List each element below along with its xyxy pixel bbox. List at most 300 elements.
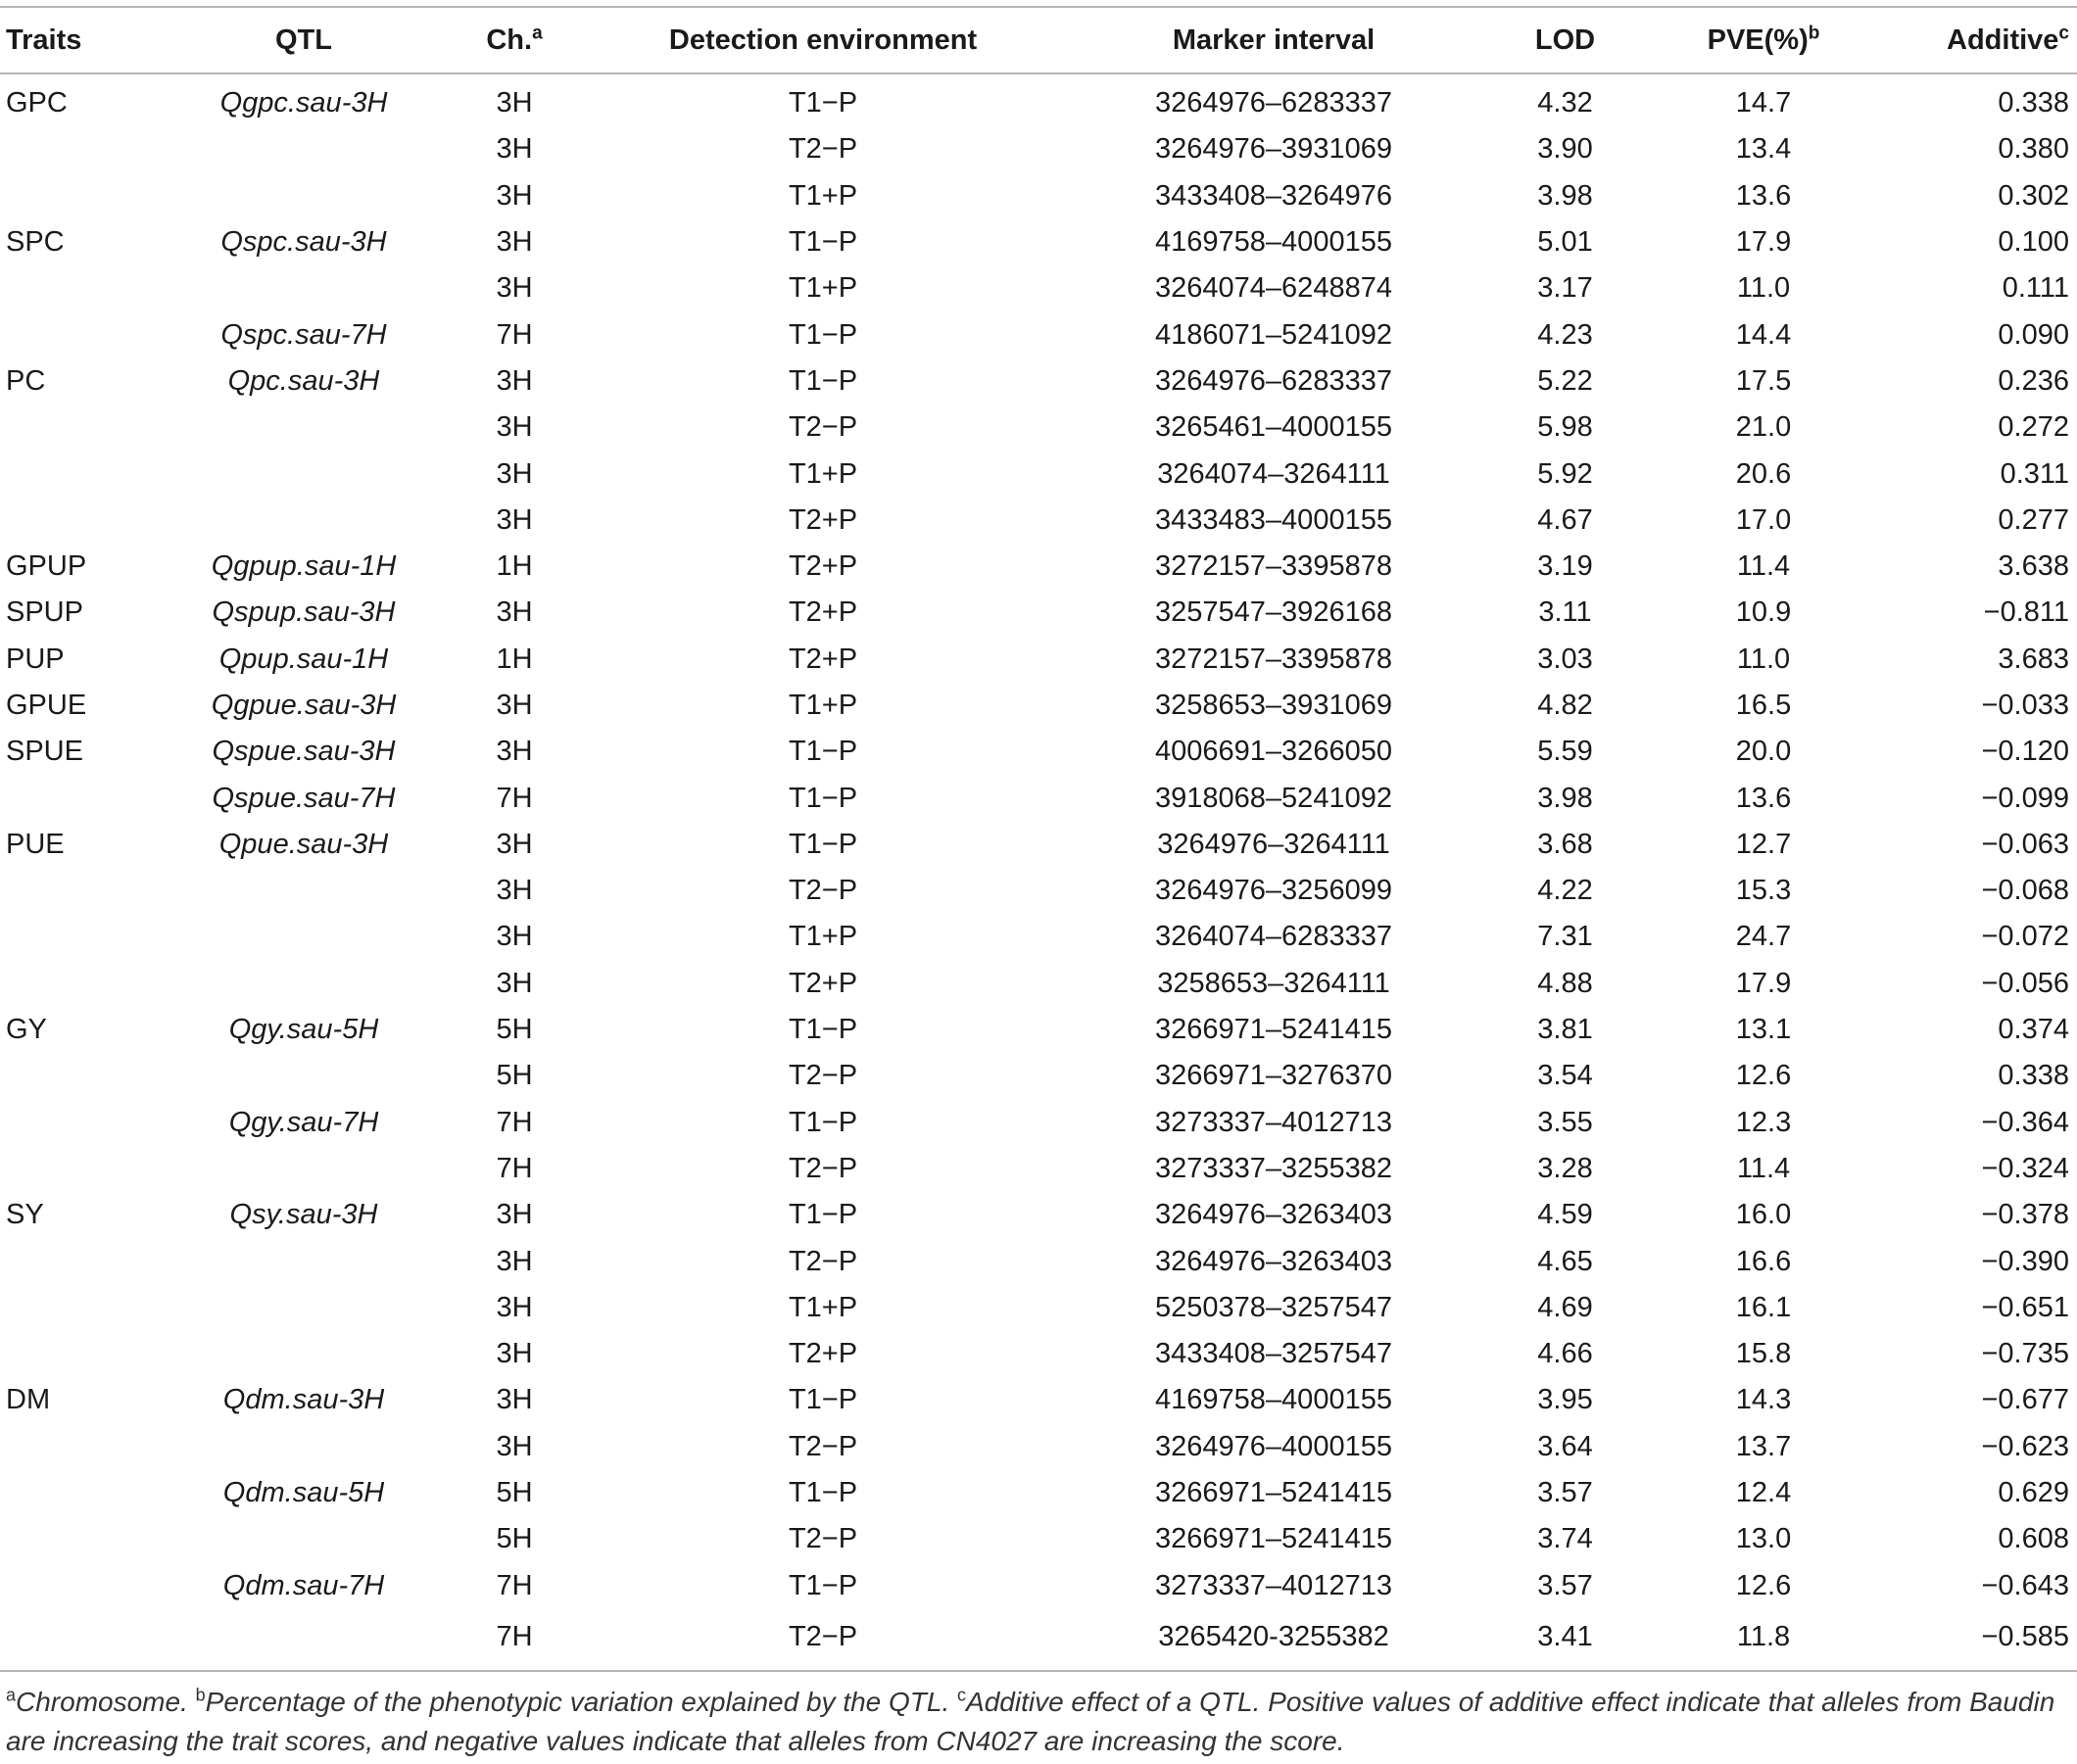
cell-pve: 14.4: [1735, 318, 1792, 351]
cell-trait: [0, 1053, 157, 1099]
cell-chromosome: 5H: [496, 1060, 533, 1092]
cell-lod: 5.98: [1537, 411, 1593, 444]
cell-pve: 20.0: [1735, 736, 1792, 768]
table-row: [0, 544, 2077, 590]
cell-environment: T2+P: [788, 643, 858, 675]
cell-chromosome: 3H: [496, 226, 533, 259]
cell-trait: [0, 1285, 157, 1331]
cell-additive: 0.338: [1998, 87, 2069, 119]
cell-pve: 13.6: [1735, 782, 1792, 814]
cell-environment: T1+P: [788, 179, 858, 212]
cell-trait: SPUP: [6, 596, 83, 629]
table-row: [0, 1609, 2077, 1671]
cell-pve: 12.7: [1735, 828, 1792, 860]
cell-chromosome: 7H: [496, 318, 533, 351]
table-row: [0, 405, 2077, 451]
cell-lod: 3.64: [1537, 1430, 1593, 1462]
cell-qtl: Qpc.sau-3H: [227, 364, 380, 397]
cell-marker-interval: 3433408–3264976: [1155, 179, 1392, 212]
cell-marker-interval: 3264976–3264111: [1157, 828, 1390, 860]
cell-trait: [0, 1609, 157, 1671]
cell-lod: 3.57: [1537, 1477, 1593, 1509]
cell-chromosome: 3H: [496, 364, 533, 397]
cell-qtl: Qdm.sau-3H: [222, 1384, 385, 1416]
cell-additive: 0.311: [2000, 457, 2069, 490]
footnote-c-mark: c: [957, 1685, 967, 1705]
cell-pve: 11.8: [1651, 1609, 1876, 1671]
table-row: [0, 868, 2077, 914]
cell-pve: 11.4: [1736, 550, 1791, 583]
cell-trait: SPC: [6, 226, 65, 259]
footnote-mark-c: c: [2058, 22, 2069, 43]
cell-lod: 4.59: [1537, 1199, 1593, 1231]
cell-lod: 3.74: [1537, 1523, 1593, 1555]
cell-qtl: [157, 1609, 451, 1671]
cell-marker-interval: 3264976–4000155: [1155, 1430, 1392, 1462]
cell-additive: 0.236: [1998, 364, 2069, 397]
cell-additive: −0.099: [1981, 782, 2069, 814]
cell-marker-interval: 3266971–3276370: [1155, 1060, 1392, 1092]
cell-trait: [0, 1146, 157, 1192]
cell-qtl: Qspc.sau-7H: [220, 318, 387, 351]
cell-environment: T2+P: [788, 550, 858, 583]
cell-chromosome: 3H: [496, 1245, 533, 1277]
cell-lod: 4.82: [1537, 690, 1593, 721]
cell-additive: −0.063: [1981, 828, 2069, 860]
cell-lod: 3.57: [1537, 1569, 1593, 1601]
cell-marker-interval: 3264976–3263403: [1155, 1245, 1392, 1277]
cell-lod: 3.28: [1537, 1152, 1593, 1184]
cell-environment: T1−P: [788, 1199, 858, 1231]
cell-additive: −0.811: [1983, 596, 2069, 629]
table-row: [0, 498, 2077, 544]
cell-marker-interval: 3266971–5241415: [1155, 1014, 1392, 1046]
cell-lod: 3.19: [1537, 550, 1593, 583]
cell-qtl: [157, 126, 451, 172]
cell-chromosome: 3H: [496, 87, 533, 119]
cell-chromosome: 3H: [496, 503, 533, 536]
cell-trait: SY: [6, 1199, 44, 1231]
table-row: [0, 311, 2077, 358]
cell-lod: 7.31: [1537, 921, 1593, 953]
cell-additive: 0.272: [1998, 411, 2069, 444]
cell-chromosome: 3H: [496, 179, 533, 212]
cell-environment: T2−P: [788, 1060, 858, 1092]
cell-additive: −0.643: [1981, 1569, 2069, 1601]
table-row: [0, 961, 2077, 1007]
footnote-b-mark: b: [195, 1685, 206, 1705]
cell-lod: 3.95: [1537, 1384, 1593, 1416]
cell-environment: T2+P: [788, 967, 858, 999]
cell-marker-interval: 3265461–4000155: [1155, 411, 1392, 444]
cell-chromosome: 5H: [496, 1014, 533, 1046]
cell-additive: 0.608: [1998, 1523, 2069, 1555]
header-lod: LOD: [1479, 7, 1651, 73]
cell-chromosome: 3H: [496, 736, 533, 768]
cell-additive: −0.120: [1981, 736, 2069, 768]
cell-environment: T1−P: [788, 1477, 858, 1509]
cell-environment: T1−P: [788, 318, 858, 351]
cell-lod: 4.69: [1537, 1291, 1593, 1323]
cell-environment: T1+P: [788, 272, 858, 305]
cell-lod: 3.98: [1537, 782, 1593, 814]
cell-pve: 15.3: [1735, 875, 1792, 907]
cell-lod: 4.65: [1537, 1245, 1593, 1277]
table-row: [0, 1192, 2077, 1238]
table-row: [0, 1285, 2077, 1331]
cell-pve: 13.1: [1735, 1014, 1792, 1046]
cell-chromosome: 3H: [496, 828, 533, 860]
cell-marker-interval: 3918068–5241092: [1155, 782, 1392, 814]
cell-trait: [0, 1424, 157, 1470]
table-row: [0, 126, 2077, 172]
cell-trait: PUP: [6, 643, 65, 675]
cell-marker-interval: 5250378–3257547: [1155, 1291, 1392, 1323]
cell-chromosome: 3H: [496, 411, 533, 444]
table-row: [0, 1238, 2077, 1284]
cell-additive: −0.677: [1981, 1384, 2069, 1416]
cell-pve: 12.4: [1735, 1477, 1792, 1509]
cell-qtl: [157, 173, 451, 219]
cell-pve: 21.0: [1735, 411, 1792, 444]
cell-marker-interval: 3258653–3931069: [1155, 690, 1392, 721]
cell-trait: [0, 498, 157, 544]
cell-lod: 3.11: [1538, 596, 1592, 629]
cell-trait: [0, 451, 157, 497]
table-row: [0, 1470, 2077, 1516]
cell-environment: T1−P: [788, 782, 858, 814]
cell-marker-interval: 3264074–3264111: [1157, 457, 1390, 490]
cell-lod: 3.54: [1537, 1060, 1593, 1092]
cell-pve: 11.0: [1736, 643, 1791, 675]
header-row: [0, 7, 2077, 73]
cell-chromosome: 3H: [496, 1338, 533, 1370]
cell-additive: 0.338: [1998, 1060, 2069, 1092]
footnote-b-text: Percentage of the phenotypic variation explained by the QTL.: [205, 1687, 958, 1717]
cell-additive: −0.068: [1981, 875, 2069, 907]
cell-additive: 3.638: [1998, 550, 2069, 583]
cell-pve: 10.9: [1735, 596, 1792, 629]
cell-qtl: Qspue.sau-7H: [212, 782, 396, 814]
cell-environment: T2−P: [788, 1245, 858, 1277]
table-row: [0, 1377, 2077, 1423]
cell-qtl: Qpup.sau-1H: [218, 643, 389, 675]
table-row: [0, 1100, 2077, 1146]
cell-marker-interval: 3272157–3395878: [1155, 550, 1392, 583]
cell-chromosome: 7H: [496, 782, 533, 814]
cell-lod: 3.68: [1537, 828, 1593, 860]
cell-qtl: [157, 1285, 451, 1331]
cell-environment: T1−P: [788, 736, 858, 768]
table-row: [0, 1516, 2077, 1562]
cell-lod: 3.81: [1537, 1014, 1593, 1046]
cell-lod: 3.03: [1537, 643, 1593, 675]
cell-additive: −0.651: [1981, 1291, 2069, 1323]
cell-trait: GPC: [6, 87, 68, 119]
cell-marker-interval: 4169758–4000155: [1155, 1384, 1392, 1416]
table-footnote: [6, 1683, 2071, 1761]
cell-environment: T1+P: [788, 690, 858, 721]
header-chromosome: Ch.$^a$: [451, 7, 578, 73]
cell-marker-interval: 3264074–6283337: [1155, 921, 1392, 953]
cell-qtl: Qgpue.sau-3H: [211, 690, 397, 721]
cell-qtl: Qgpc.sau-3H: [219, 87, 388, 119]
cell-chromosome: 7H: [496, 1152, 533, 1184]
cell-qtl: Qgy.sau-7H: [228, 1106, 379, 1138]
cell-pve: 14.3: [1735, 1384, 1792, 1416]
table-row: [0, 265, 2077, 311]
cell-qtl: [157, 1053, 451, 1099]
cell-marker-interval: 3433408–3257547: [1155, 1338, 1392, 1370]
cell-pve: 13.4: [1735, 133, 1792, 166]
cell-chromosome: 3H: [496, 1291, 533, 1323]
cell-marker-interval: 3257547–3926168: [1155, 596, 1392, 629]
header-pve: PVE(%)$^b$: [1651, 7, 1876, 73]
cell-marker-interval: 3264976–6283337: [1155, 87, 1392, 119]
cell-pve: 16.1: [1735, 1291, 1792, 1323]
cell-chromosome: 1H: [496, 643, 533, 675]
cell-qtl: [157, 961, 451, 1007]
cell-chromosome: 3H: [496, 596, 533, 629]
cell-environment: T2−P: [788, 133, 858, 166]
cell-additive: −0.390: [1981, 1245, 2069, 1277]
cell-marker-interval: 4169758–4000155: [1155, 226, 1392, 259]
cell-lod: 4.23: [1537, 318, 1593, 351]
table-row: [0, 822, 2077, 868]
cell-chromosome: 3H: [496, 967, 533, 999]
cell-environment: T2−P: [788, 1152, 858, 1184]
cell-additive: 3.683: [1998, 643, 2069, 675]
cell-marker-interval: 3264074–6248874: [1155, 272, 1392, 305]
table-row: [0, 358, 2077, 405]
cell-pve: 20.6: [1735, 457, 1792, 490]
cell-additive: −0.735: [1981, 1338, 2069, 1370]
header-traits: Traits: [0, 7, 157, 73]
cell-trait: [0, 1563, 157, 1609]
cell-chromosome: 3H: [496, 272, 533, 305]
table-row: [0, 1053, 2077, 1099]
cell-environment: T1−P: [788, 1569, 858, 1601]
cell-trait: [0, 126, 157, 172]
cell-chromosome: 3H: [496, 457, 533, 490]
cell-qtl: [157, 1146, 451, 1192]
cell-additive: 0.100: [1998, 226, 2069, 259]
cell-chromosome: 3H: [496, 1430, 533, 1462]
cell-pve: 17.9: [1735, 226, 1792, 259]
table-row: [0, 683, 2077, 729]
cell-additive: −0.364: [1981, 1106, 2069, 1138]
cell-trait: [0, 1470, 157, 1516]
cell-marker-interval: 3272157–3395878: [1155, 643, 1392, 675]
cell-environment: T1−P: [788, 87, 858, 119]
cell-marker-interval: 3273337–3255382: [1155, 1152, 1392, 1184]
cell-environment: T2−P: [788, 875, 858, 907]
cell-marker-interval: 3264976–3263403: [1155, 1199, 1392, 1231]
cell-chromosome: 7H: [451, 1609, 578, 1671]
cell-environment: T2−P: [788, 411, 858, 444]
cell-lod: 5.59: [1537, 736, 1593, 768]
cell-lod: 4.32: [1537, 87, 1593, 119]
cell-qtl: [157, 265, 451, 311]
cell-pve: 16.5: [1735, 690, 1792, 721]
cell-qtl: Qdm.sau-7H: [222, 1569, 385, 1601]
cell-environment: T2+P: [788, 1338, 858, 1370]
cell-pve: 15.8: [1735, 1338, 1792, 1370]
cell-qtl: [157, 1238, 451, 1284]
cell-qtl: [157, 1424, 451, 1470]
cell-additive: 0.302: [1998, 179, 2069, 212]
cell-pve: 17.0: [1735, 503, 1792, 536]
header-additive: Additive$^c$: [1876, 7, 2077, 73]
cell-lod: 3.41: [1479, 1609, 1651, 1671]
cell-trait: [0, 961, 157, 1007]
cell-pve: 24.7: [1735, 921, 1792, 953]
cell-lod: 3.90: [1537, 133, 1593, 166]
cell-qtl: [157, 451, 451, 497]
cell-trait: PC: [6, 364, 46, 397]
cell-trait: [0, 1331, 157, 1377]
table-row: [0, 637, 2077, 683]
cell-environment: T2−P: [578, 1609, 1068, 1671]
table-row: [0, 1563, 2077, 1609]
table-row: [0, 1146, 2077, 1192]
cell-additive: 0.277: [1998, 503, 2069, 536]
cell-pve: 17.9: [1735, 967, 1792, 999]
cell-qtl: [157, 1331, 451, 1377]
cell-environment: T1−P: [788, 1014, 858, 1046]
cell-qtl: [157, 498, 451, 544]
cell-pve: 17.5: [1735, 364, 1792, 397]
cell-environment: T1+P: [788, 457, 858, 490]
footnote-mark-a: a: [532, 22, 543, 43]
cell-pve: 16.6: [1735, 1245, 1792, 1277]
cell-additive: −0.378: [1981, 1199, 2069, 1231]
table-header: [0, 7, 2077, 73]
cell-qtl: [157, 868, 451, 914]
cell-qtl: Qspue.sau-3H: [212, 736, 396, 768]
cell-trait: [0, 265, 157, 311]
cell-trait: [0, 173, 157, 219]
cell-lod: 4.66: [1537, 1338, 1593, 1370]
cell-environment: T1−P: [788, 828, 858, 860]
cell-pve: 13.0: [1735, 1523, 1792, 1555]
qtl-table: [0, 6, 2077, 1672]
cell-trait: [0, 775, 157, 821]
cell-lod: 5.01: [1537, 226, 1593, 259]
cell-lod: 3.55: [1537, 1106, 1593, 1138]
cell-marker-interval: 3258653–3264111: [1157, 967, 1390, 999]
cell-marker-interval: 3273337–4012713: [1155, 1106, 1392, 1138]
cell-additive: −0.585: [1876, 1609, 2077, 1671]
cell-pve: 11.0: [1736, 272, 1791, 305]
cell-environment: T1−P: [788, 226, 858, 259]
cell-trait: [0, 1238, 157, 1284]
cell-qtl: Qdm.sau-5H: [222, 1477, 385, 1509]
table-row: [0, 775, 2077, 821]
cell-trait: GPUE: [6, 690, 87, 721]
footnote-a-text: Chromosome.: [16, 1687, 196, 1717]
cell-environment: T2+P: [788, 503, 858, 536]
cell-chromosome: 3H: [496, 133, 533, 166]
cell-qtl: Qspc.sau-3H: [220, 226, 387, 259]
cell-pve: 13.6: [1735, 179, 1792, 212]
cell-pve: 12.6: [1735, 1569, 1792, 1601]
cell-marker-interval: 4186071–5241092: [1155, 318, 1392, 351]
cell-additive: 0.374: [1998, 1014, 2069, 1046]
cell-environment: T2−P: [788, 1523, 858, 1555]
table-row: [0, 1424, 2077, 1470]
cell-trait: [0, 1516, 157, 1562]
cell-marker-interval: 3266971–5241415: [1155, 1477, 1392, 1509]
cell-trait: GY: [6, 1014, 47, 1046]
cell-additive: −0.324: [1981, 1152, 2069, 1184]
cell-additive: −0.072: [1981, 921, 2069, 953]
cell-chromosome: 3H: [496, 875, 533, 907]
cell-environment: T1+P: [788, 921, 858, 953]
cell-chromosome: 5H: [496, 1477, 533, 1509]
cell-qtl: Qgpup.sau-1H: [211, 550, 397, 583]
cell-trait: [0, 868, 157, 914]
cell-additive: 0.629: [1998, 1477, 2069, 1509]
cell-trait: PUE: [6, 828, 65, 860]
table-row: [0, 73, 2077, 126]
cell-pve: 12.6: [1735, 1060, 1792, 1092]
cell-qtl: Qspup.sau-3H: [212, 596, 396, 629]
table-row: [0, 219, 2077, 265]
cell-pve: 11.4: [1736, 1152, 1791, 1184]
cell-qtl: Qpue.sau-3H: [218, 828, 389, 860]
cell-lod: 4.22: [1537, 875, 1593, 907]
cell-qtl: Qgy.sau-5H: [228, 1014, 379, 1046]
cell-chromosome: 3H: [496, 921, 533, 953]
cell-marker-interval: 3264976–3931069: [1155, 133, 1392, 166]
cell-chromosome: 7H: [496, 1569, 533, 1601]
cell-trait: [0, 311, 157, 358]
table-row: [0, 729, 2077, 775]
cell-environment: T1−P: [788, 364, 858, 397]
cell-lod: 4.67: [1537, 503, 1593, 536]
cell-chromosome: 5H: [496, 1523, 533, 1555]
cell-marker-interval: 3273337–4012713: [1155, 1569, 1392, 1601]
cell-qtl: [157, 405, 451, 451]
cell-marker-interval: 3266971–5241415: [1155, 1523, 1392, 1555]
cell-environment: T2+P: [788, 596, 858, 629]
cell-environment: T1+P: [788, 1291, 858, 1323]
cell-trait: [0, 1100, 157, 1146]
table-row: [0, 1007, 2077, 1053]
cell-additive: −0.623: [1981, 1430, 2069, 1462]
footnote-a-mark: a: [6, 1685, 17, 1705]
cell-marker-interval: 4006691–3266050: [1155, 736, 1392, 768]
cell-chromosome: 3H: [496, 690, 533, 721]
cell-environment: T2−P: [788, 1430, 858, 1462]
cell-additive: 0.380: [1998, 133, 2069, 166]
cell-additive: −0.056: [1981, 967, 2069, 999]
table-row: [0, 914, 2077, 960]
cell-chromosome: 7H: [496, 1106, 533, 1138]
cell-qtl: [157, 914, 451, 960]
cell-trait: GPUP: [6, 550, 87, 583]
cell-chromosome: 1H: [496, 550, 533, 583]
table-body: [0, 73, 2077, 1671]
cell-environment: T1−P: [788, 1106, 858, 1138]
cell-marker-interval: 3264976–3256099: [1155, 875, 1392, 907]
table-row: [0, 451, 2077, 497]
cell-additive: 0.090: [1998, 318, 2069, 351]
cell-marker-interval: 3265420-3255382: [1068, 1609, 1479, 1671]
cell-lod: 4.88: [1537, 967, 1593, 999]
footnote-mark-b: b: [1808, 22, 1820, 43]
